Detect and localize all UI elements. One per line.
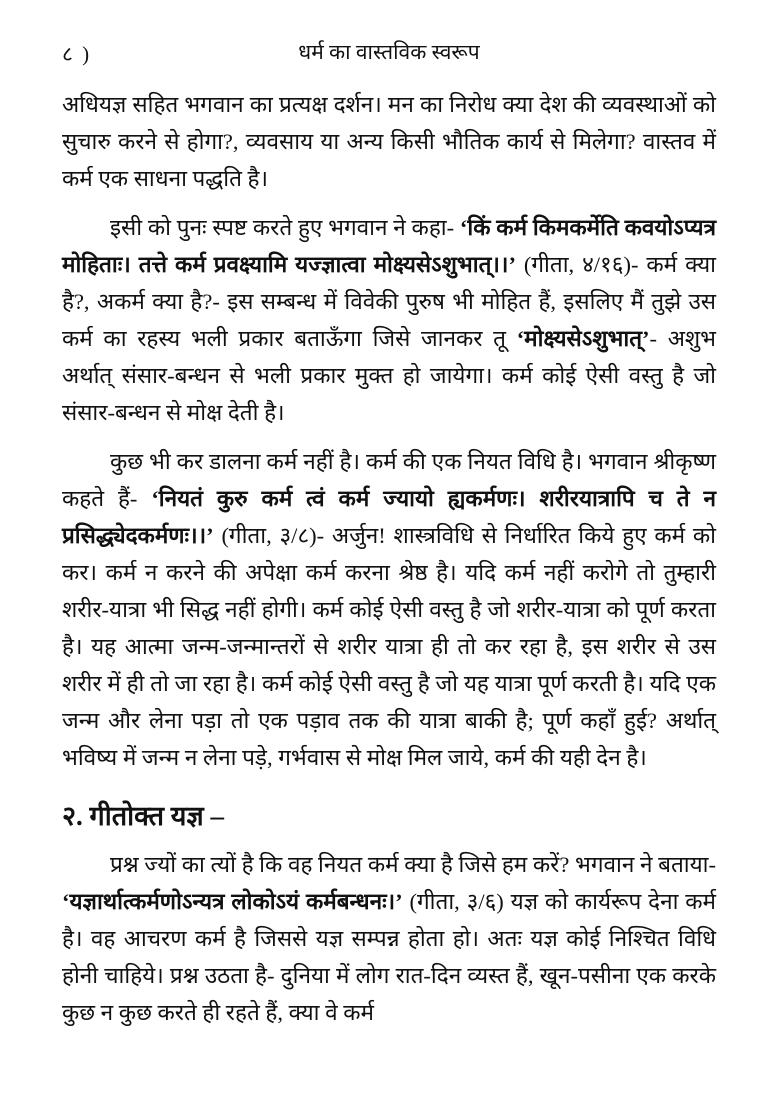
body-text: कुछ भी कर डालना कर्म नहीं है। कर्म की एक नियत विधि है। भगवान श्रीकृष्ण कहते हैं- xyxy=(62,449,716,511)
paragraph-gita-3-6 xyxy=(62,846,716,1031)
body-text: प्रश्न ज्यों का त्यों है कि वह नियत कर्म क्या है जिसे हम करें? भगवान ने बताया- xyxy=(110,852,716,877)
body-text: अधियज्ञ सहित भगवान का प्रत्यक्ष दर्शन। मन का निरोध क्या देश की व्यवस्थाओं को सुचारु करने से होगा?, व्यवसाय या अन्य किसी भौतिक कार्य से मिलेगा? वास्तव में कर्म एक साधना पद्धति है। xyxy=(62,92,716,191)
paragraph-continuation xyxy=(62,86,716,197)
paragraph-gita-4-16 xyxy=(62,209,716,431)
body-text: इसी को पुनः स्पष्ट करते हुए भगवान ने कहा- xyxy=(110,215,460,240)
page-body xyxy=(62,86,716,1031)
page-number: ८ ) xyxy=(62,42,92,66)
quote-bold-text: ‘किं कर्म किमकर्मेति कवयोऽप्यत्र मोहिताः। तत्ते कर्म प्रवक्ष्यामि यज्ज्ञात्वा मोक्ष्यसेऽशुभात्।।’ xyxy=(62,215,716,277)
body-text: - अशुभ अर्थात् संसार-बन्धन से भली प्रकार मुक्त हो जायेगा। कर्म कोई ऐसी वस्तु है जो संसार-बन्धन से मोक्ष देती है। xyxy=(62,326,717,425)
section-heading: २. गीतोक्त यज्ञ – xyxy=(62,801,224,831)
quote-bold-text: ‘नियतं कुरु कर्म त्वं कर्म ज्यायो ह्यकर्मणः। शरीरयात्रापि च ते न प्रसिद्ध्येदकर्मणः।।’ xyxy=(62,486,716,548)
body-text: (गीता, ४/१६)- कर्म क्या है?, अकर्म क्या है?- इस सम्बन्ध में विवेकी पुरुष भी मोहित हैं, इसलिए मैं तुझे उस कर्म का रहस्य भली प्रकार बताऊँगा जिसे जानकर तू xyxy=(62,252,716,351)
quote-bold-text: ‘यज्ञार्थात्कर्मणोऽन्यत्र लोकोऽयं कर्मबन्धनः।’ xyxy=(62,889,403,914)
body-text: (गीता, ३/६) यज्ञ को कार्यरूप देना कर्म है। वह आचरण कर्म है जिससे यज्ञ सम्पन्न होता हो। अतः यज्ञ कोई निश्चित विधि होनी चाहिये। प्रश्न उठता है- दुनिया में लोग रात-दिन व्यस्त हैं, खून-पसीना एक करके कुछ न कुछ करते ही रहते हैं, क्या वे कर्म xyxy=(62,889,716,1025)
paragraph-gita-3-8 xyxy=(62,443,716,776)
page-header xyxy=(62,38,716,72)
body-text: (गीता, ३/८)- अर्जुन! शास्त्रविधि से निर्धारित किये हुए कर्म को कर। कर्म न करने की अपेक्षा कर्म करना श्रेष्ठ है। यदि कर्म नहीं करोगे तो तुम्हारी शरीर-यात्रा भी सिद्ध नहीं होगी। कर्म कोई ऐसी वस्तु है जो शरीर-यात्रा को पूर्ण करता है। यह आत्मा जन्म-जन्मान्तरों से शरीर यात्रा ही तो कर रहा है, इस शरीर से उस शरीर में ही तो जा रहा है। कर्म कोई ऐसी वस्तु है जो यह यात्रा पूर्ण करती है। यदि एक जन्म और लेना पड़ा तो एक पड़ाव तक की यात्रा बाकी है; पूर्ण कहाँ हुई? अर्थात् भविष्य में जन्म न लेना पड़े, गर्भवास से मोक्ष मिल जाये, कर्म की यही देन है। xyxy=(62,523,716,770)
quote-bold-text: ‘मोक्ष्यसेऽशुभात्’ xyxy=(516,326,650,351)
book-title: धर्म का वास्तविक स्वरूप xyxy=(298,40,480,64)
